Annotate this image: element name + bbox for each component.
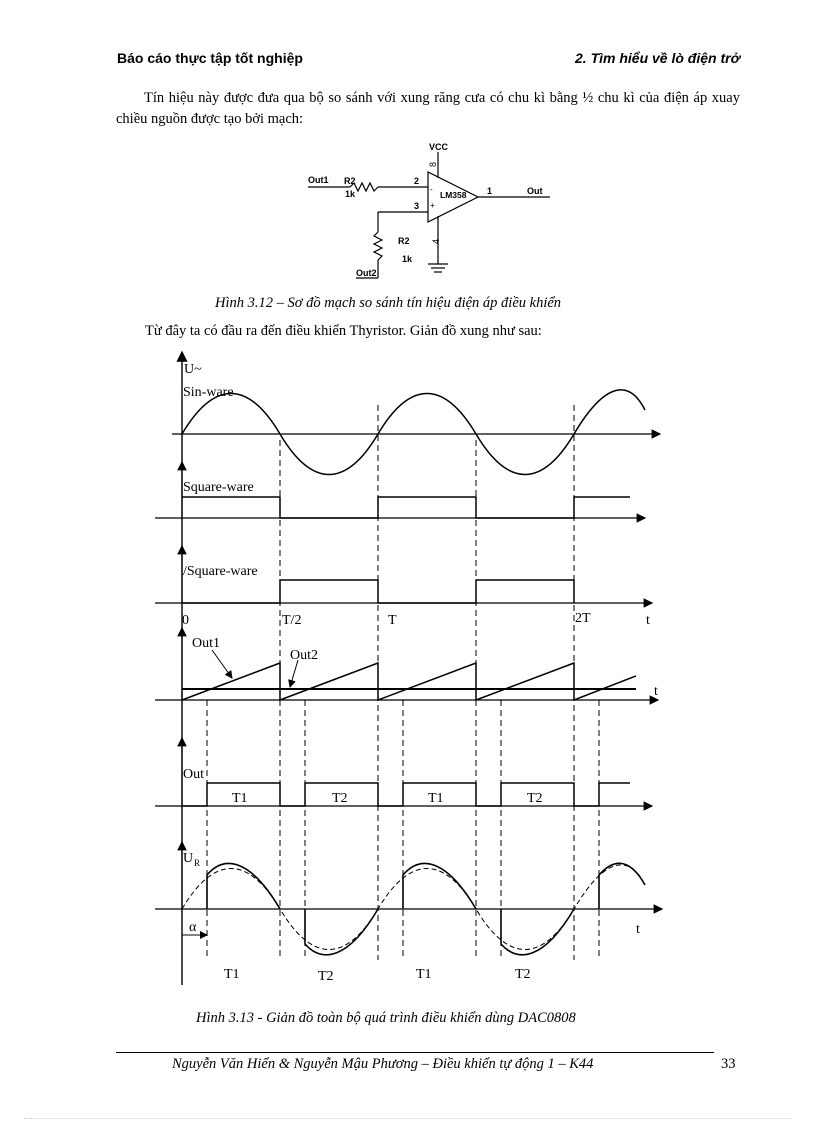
out1-pointer [212, 650, 232, 678]
caption-figure-3-12: Hình 3.12 – Sơ đồ mạch so sánh tín hiệu điện áp điều khiển [215, 295, 562, 311]
out1-circuit-label: Out1 [308, 175, 329, 185]
bottom-label-2: T2 [318, 969, 334, 984]
header-title: Báo cáo thực tập tốt nghiệp [117, 50, 303, 66]
t-axis-label-3: t [636, 922, 640, 937]
r2-bottom-value: 1k [402, 254, 413, 264]
comparator-circuit [300, 138, 560, 284]
pulse-label-2: T2 [332, 791, 348, 806]
pin-8-label: 8 [428, 161, 438, 167]
page-break-line [24, 1118, 792, 1119]
bottom-label-4: T2 [515, 967, 531, 982]
u-label: U~ [184, 362, 202, 377]
plus-sign: + [430, 201, 435, 210]
nsquare-label: /Square-ware [183, 564, 258, 579]
sawtooth-wave [182, 663, 636, 700]
timing-diagram [140, 345, 670, 995]
tick-2T: 2T [575, 611, 591, 626]
footer-authors: Nguyễn Văn Hiển & Nguyễn Mậu Phương – Điều khiển tự động 1 – K44 [172, 1056, 594, 1072]
pin-1-label: 1 [487, 186, 493, 196]
sine-wave [182, 390, 645, 475]
paragraph-intro: Tín hiệu này được đưa qua bộ so sánh với xung răng cưa có chu kì bằng ½ chu kì của điện áp xuay chiều nguồn được tạo bởi mạch: [116, 90, 740, 127]
page-number: 33 [721, 1056, 736, 1072]
r2-top-value: 1k [345, 189, 356, 199]
caption-figure-3-13: Hình 3.13 - Giản đồ toàn bộ quá trình điều khiển dùng DAC0808 [196, 1010, 576, 1026]
pin-4-label: 4 [431, 238, 441, 244]
alpha-label: α [189, 920, 197, 935]
bottom-label-1: T1 [224, 967, 240, 982]
paragraph-timing-intro: Từ đây ta có đầu ra đến điều khiển Thyristor. Giản đồ xung như sau: [145, 323, 542, 339]
out2-label: Out2 [290, 648, 318, 663]
pulse-label-3: T1 [428, 791, 444, 806]
footer-rule [116, 1052, 714, 1053]
r2-bottom-resistor [374, 232, 382, 260]
nsquare-wave [182, 580, 574, 603]
ur-reference-sine [182, 865, 645, 950]
ur-subscript: R [194, 858, 201, 868]
t-axis-label: t [646, 613, 650, 628]
out2-circuit-label: Out2 [356, 268, 377, 278]
out1-label: Out1 [192, 636, 220, 651]
r2-top-name: R2 [344, 176, 356, 186]
header-section: 2. Tìm hiểu về lò điện trở [575, 50, 740, 66]
tick-T: T [388, 613, 397, 628]
vcc-label: VCC [429, 142, 449, 152]
out2-pointer [290, 660, 298, 687]
ur-label: U [183, 851, 194, 866]
minus-sign: - [430, 185, 433, 194]
sin-label: Sin-ware [183, 385, 234, 400]
pin-3-label: 3 [414, 201, 420, 211]
r2-bottom-name: R2 [398, 236, 410, 246]
out-label: Out [183, 767, 204, 782]
pulse-label-4: T2 [527, 791, 543, 806]
tick-0: 0 [182, 613, 189, 628]
square-wave [182, 497, 630, 518]
out-circuit-label: Out [527, 186, 543, 196]
bottom-label-3: T1 [416, 967, 432, 982]
pulse-label-1: T1 [232, 791, 248, 806]
out-pulses [182, 783, 630, 806]
t-axis-label-2: t [654, 684, 658, 699]
tick-half: T/2 [282, 613, 302, 628]
opamp-label: LM358 [440, 190, 467, 200]
square-label: Square-ware [183, 480, 254, 495]
pin-2-label: 2 [414, 176, 420, 186]
